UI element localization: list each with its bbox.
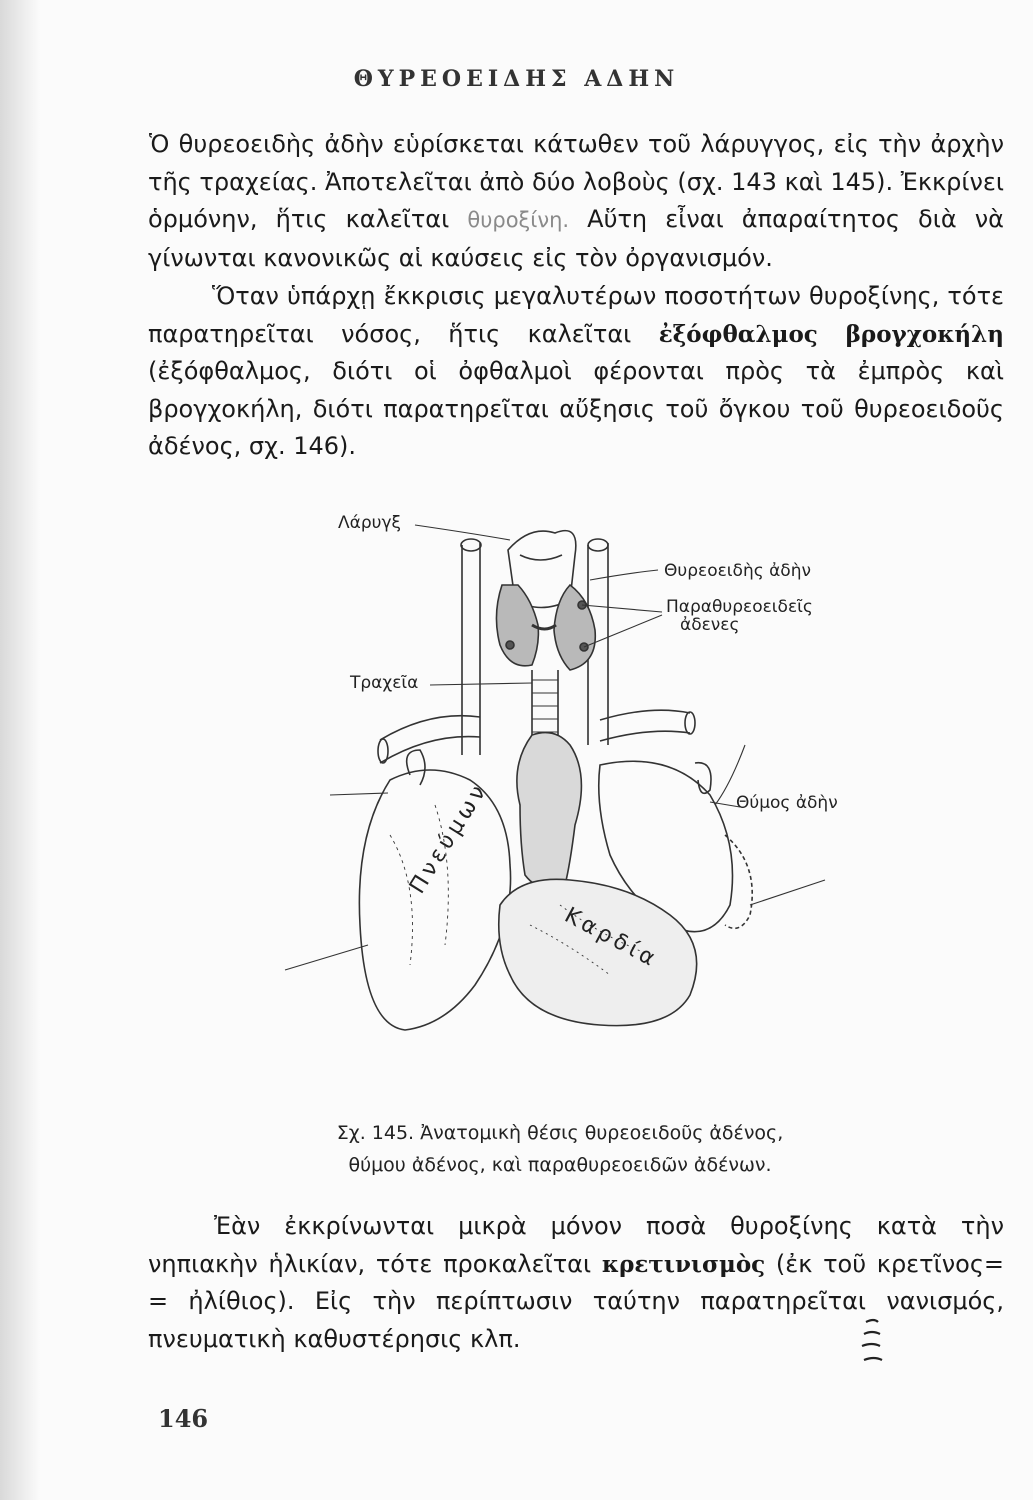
parathyroid-dot-1 (506, 641, 514, 649)
label-thymus: Θύμος ἀδὴν (736, 793, 838, 813)
thyroid-right-lobe (554, 585, 595, 670)
label-heart: Καρδία (560, 903, 663, 974)
paragraph-3-text-a: Ἐὰν ἐκκρίνωνται μικρὰ μόνον ποσὰ θυροξίνης κατὰ τὴν νηπιακὴν ἡλικίαν, τότε προκαλεῖται (148, 1212, 1004, 1278)
right-subclavian (600, 710, 690, 741)
thyroid-isthmus (532, 625, 556, 629)
anatomy-figure (270, 505, 870, 1045)
paragraph-1-term: θυροξίνη. (467, 208, 570, 232)
left-vessel (462, 543, 480, 755)
label-trachea: Τραχεῖα (350, 673, 419, 693)
running-head: ΘΥΡΕΟΕΙΔΗΣ ΑΔΗΝ (353, 66, 680, 92)
caption-line-2: θύμου ἀδένος, καὶ παραθυρεοειδῶν ἀδένων. (348, 1154, 772, 1176)
paragraph-2-bold-term: ἐξόφθαλμος βρογχοκήλη (658, 320, 1005, 348)
left-subclavian-end (378, 739, 388, 763)
leader-trachea (430, 683, 532, 685)
leader-lung-lower (285, 945, 368, 970)
right-vessel-top (588, 539, 608, 551)
paragraph-3-bold-term: κρετινισμὸς (601, 1250, 766, 1278)
anatomy-illustration (270, 505, 870, 1045)
paragraph-2-text-b: (ἐξόφθαλμος, διότι οἱ ὀφθαλμοὶ φέρονται πρὸς τὰ ἐμπρὸς καὶ βρογχοκήλη, διότι παρατηρεῖται αὔξησις τοῦ ὄγκου τοῦ θυρεοειδοῦς ἀδένος, σχ. 146). (148, 357, 1004, 460)
heart-shape (499, 879, 697, 1025)
leader-right-lower (750, 880, 825, 905)
label-lung: Πνεύμων (405, 778, 494, 899)
right-fatty-tissue (725, 835, 752, 928)
aortic-curve-left (407, 750, 425, 785)
left-subclavian (380, 716, 480, 763)
label-larynx: Λάρυγξ (338, 513, 402, 533)
larynx-fold (520, 555, 562, 560)
paragraph-1-text-a: Ὁ θυρεοειδὴς ἀδὴν εὑρίσκεται κάτωθεν τοῦ λάρυγγος, εἰς τὴν ἀρχὴν τῆς τραχείας. Ἀποτελεῖται ἀπὸ δύο λοβοὺς (σχ. 143 καὶ 145). Ἐκκρίνει ὁρμόνην, ἥτις καλεῖται (148, 130, 1004, 233)
leader-larynx (415, 525, 510, 540)
page-edge-shadow (0, 0, 40, 1500)
right-subclavian-end (685, 712, 695, 734)
lung-outline (359, 770, 510, 1030)
label-parathyroid-1: Παραθυρεοειδεῖς (666, 597, 813, 617)
label-parathyroid-2: ἀδενες (680, 615, 740, 635)
paragraph-1-text-b: Αὕτη εἶναι ἀπαραίτητος διὰ νὰ γίνωνται κανονικῶς αἱ καύσεις εἰς τὸν ὀργανισμόν. (148, 205, 1004, 272)
paragraph-3-text-b: (ἐκ τοῦ κρετῖνος= = ἠλίθιος). Εἰς τὴν περίπτωσιν ταύτην παρατηρεῖται νανισμός, πνευματικὴ καθυστέρησις κλπ. (148, 1249, 1005, 1353)
paragraph-2 (148, 278, 1004, 466)
paragraph-2-text-a: Ὅταν ὑπάρχῃ ἔκκρισις μεγαλυτέρων ποσοτήτων θυροξίνης, τότε παρατηρεῖται νόσος, ἥτις καλεῖται (148, 282, 1004, 348)
caption-line-1: Σχ. 145. Ἀνατομικὴ θέσις θυρεοειδοῦς ἀδένος, (336, 1122, 784, 1144)
thymus-shape (517, 733, 582, 889)
paragraph-1 (148, 126, 1004, 277)
left-vessel-top (461, 539, 481, 551)
leader-left-vessel (330, 793, 388, 795)
figure-caption (240, 1117, 880, 1181)
label-thyroid: Θυρεοειδὴς ἀδὴν (664, 561, 811, 581)
pencil-mark-icon (858, 1316, 888, 1366)
page-number: 146 (158, 1404, 209, 1433)
leader-thyroid (590, 570, 658, 580)
